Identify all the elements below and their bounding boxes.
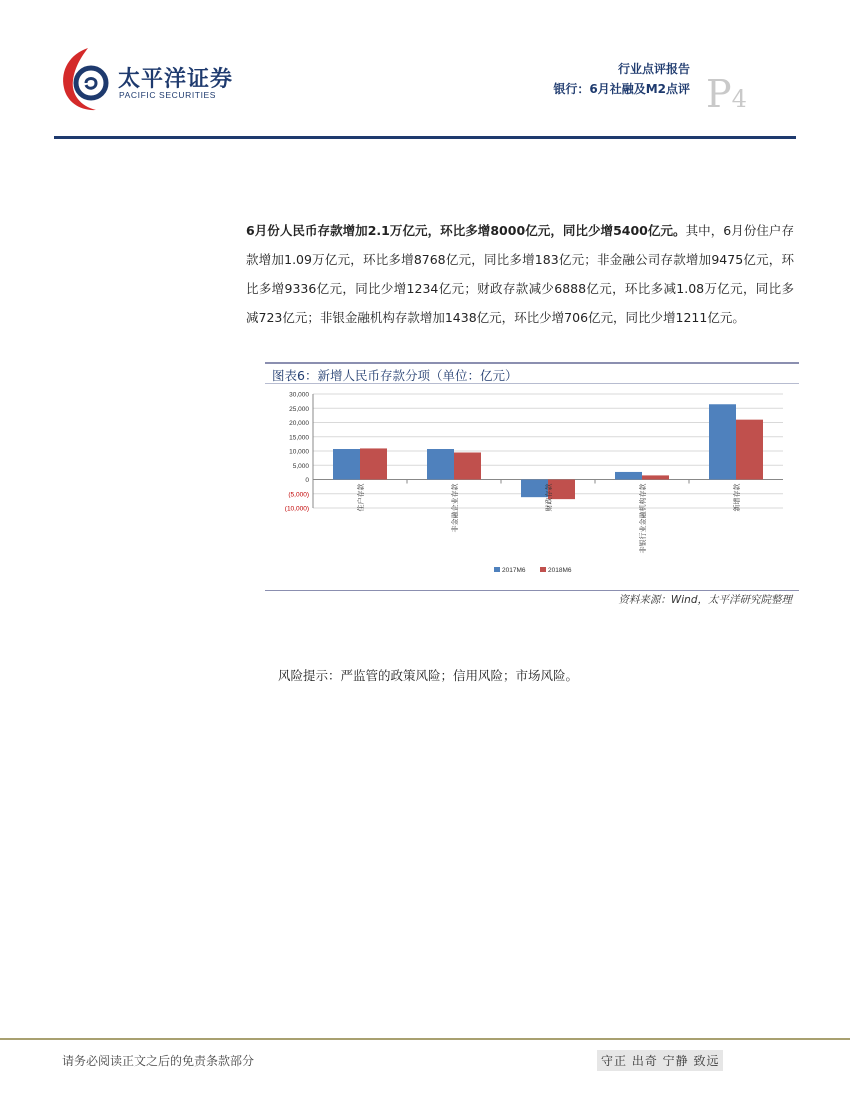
- bar-2017M6-2: [521, 480, 548, 498]
- report-subtitle: 银行：6月社融及M2点评: [553, 82, 690, 96]
- logo-english-text: PACIFIC SECURITIES: [119, 90, 217, 100]
- figure-title: 图表6：新增人民币存款分项（单位：亿元）: [272, 368, 518, 383]
- footer-divider: [0, 1038, 850, 1040]
- bar-2018M6-1: [454, 452, 481, 479]
- bar-2018M6-0: [360, 448, 387, 479]
- legend-label: 2018M6: [548, 567, 572, 574]
- bar-2017M6-3: [615, 472, 642, 480]
- bar-2018M6-3: [642, 475, 669, 479]
- legend-label: 2017M6: [502, 567, 526, 574]
- report-type: 行业点评报告: [617, 62, 690, 76]
- deposit-bar-chart: [265, 386, 799, 586]
- page-number: [706, 72, 747, 116]
- x-tick-label: 非金融企业存款: [451, 483, 459, 533]
- bar-2018M6-4: [736, 420, 763, 480]
- x-tick-label: 财政存款: [545, 483, 553, 512]
- footer-disclaimer: 请务必阅读正文之后的免责条款部分: [62, 1054, 255, 1068]
- paragraph-body: 其中，6月份住户存款增加1.09万亿元，环比多增8768亿元，同比多增183亿元；非金融公司存款增加9475亿元，环比多增9336亿元，同比少增1234亿元；财政存款减少6888亿元，环比多减1.08万亿元，同比多减723亿元；非银金融机构存款增加1438亿元，环比少增706亿元，同比少增1211亿元。: [246, 223, 794, 325]
- paragraph-lead: 6月份人民币存款增加2.1万亿元，环比多增8000亿元，同比少增5400亿元。: [246, 223, 686, 238]
- y-tick-label: 0: [305, 477, 309, 484]
- y-tick-label: 15,000: [289, 434, 309, 442]
- bar-2017M6-1: [427, 449, 454, 479]
- x-tick-label: 新增存款: [733, 483, 741, 512]
- footer-motto: 守正 出奇 宁静 致远: [597, 1050, 723, 1071]
- y-tick-label: 5,000: [292, 462, 309, 470]
- header-divider: [54, 136, 796, 139]
- y-tick-label: 25,000: [289, 405, 309, 413]
- figure-source: 资料来源：Wind，太平洋研究院整理: [618, 594, 792, 606]
- company-logo: [58, 44, 258, 116]
- page-letter: P: [706, 72, 732, 116]
- x-tick-label: 非银行业金融机构存款: [639, 483, 647, 554]
- y-tick-label: (5,000): [288, 491, 309, 499]
- figure-title-rule: [265, 383, 799, 384]
- y-tick-label: 20,000: [289, 420, 309, 427]
- y-tick-label: 10,000: [289, 448, 309, 456]
- x-tick-label: 住户存款: [357, 483, 365, 512]
- legend-swatch-2017M6: [494, 567, 500, 572]
- logo-mark-icon: [58, 44, 116, 114]
- y-tick-label: 30,000: [289, 391, 309, 399]
- figure-bottom-rule: [265, 590, 799, 591]
- legend-swatch-2018M6: [540, 567, 546, 572]
- bar-2017M6-0: [333, 449, 360, 479]
- page-digit: 4: [731, 85, 747, 113]
- figure-top-rule: [265, 362, 799, 364]
- risk-warning: 风险提示：严监管的政策风险；信用风险；市场风险。: [278, 668, 579, 683]
- logo-chinese-text: 太平洋证券: [118, 67, 234, 92]
- bar-2017M6-4: [709, 404, 736, 479]
- y-tick-label: (10,000): [284, 505, 309, 513]
- body-paragraph: [246, 216, 794, 332]
